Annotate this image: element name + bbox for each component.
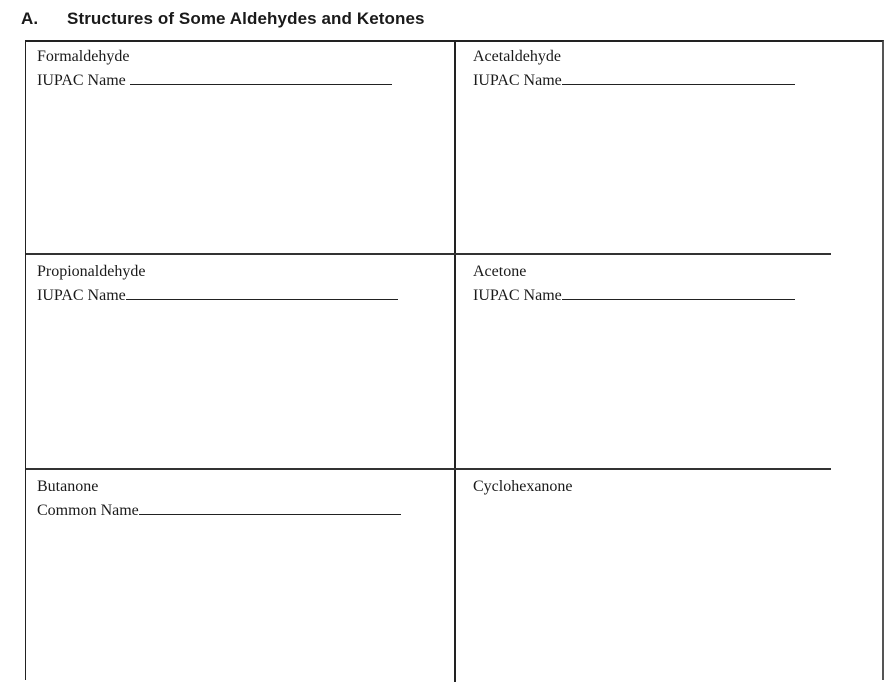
name-answer-blank[interactable] xyxy=(130,72,392,85)
compound-label: Cyclohexanone xyxy=(473,478,573,495)
compound-label: Formaldehyde xyxy=(37,48,130,65)
name-prompt-label: IUPAC Name xyxy=(473,72,562,89)
grid-divider-vertical xyxy=(454,42,456,682)
cell-acetaldehyde xyxy=(473,45,795,93)
name-prompt-label: IUPAC Name xyxy=(473,287,562,304)
name-answer-blank[interactable] xyxy=(562,72,795,85)
compound-label: Propionaldehyde xyxy=(37,263,146,280)
cell-cyclohexanone xyxy=(473,475,573,499)
name-prompt-row xyxy=(37,284,398,308)
name-prompt-label: IUPAC Name xyxy=(37,287,126,304)
section-letter: A. xyxy=(21,9,39,28)
cell-acetone xyxy=(473,260,795,308)
name-answer-blank[interactable] xyxy=(139,502,401,515)
section-heading xyxy=(21,9,425,29)
compound-label: Acetaldehyde xyxy=(473,48,561,65)
name-prompt-row xyxy=(37,69,392,93)
compound-label: Acetone xyxy=(473,263,527,280)
name-answer-blank[interactable] xyxy=(562,287,795,300)
name-prompt-label: Common Name xyxy=(37,502,139,519)
compound-label: Butanone xyxy=(37,478,99,495)
name-answer-blank[interactable] xyxy=(126,287,398,300)
grid-divider-horizontal xyxy=(26,468,831,470)
section-title: Structures of Some Aldehydes and Ketones xyxy=(67,9,425,28)
name-prompt-label: IUPAC Name xyxy=(37,72,126,89)
cell-butanone xyxy=(37,475,401,523)
name-prompt-row xyxy=(473,284,795,308)
grid-divider-horizontal xyxy=(26,253,831,255)
name-prompt-row xyxy=(37,499,401,523)
worksheet-grid xyxy=(25,40,884,680)
cell-propionaldehyde xyxy=(37,260,398,308)
cell-formaldehyde xyxy=(37,45,392,93)
name-prompt-row xyxy=(473,69,795,93)
